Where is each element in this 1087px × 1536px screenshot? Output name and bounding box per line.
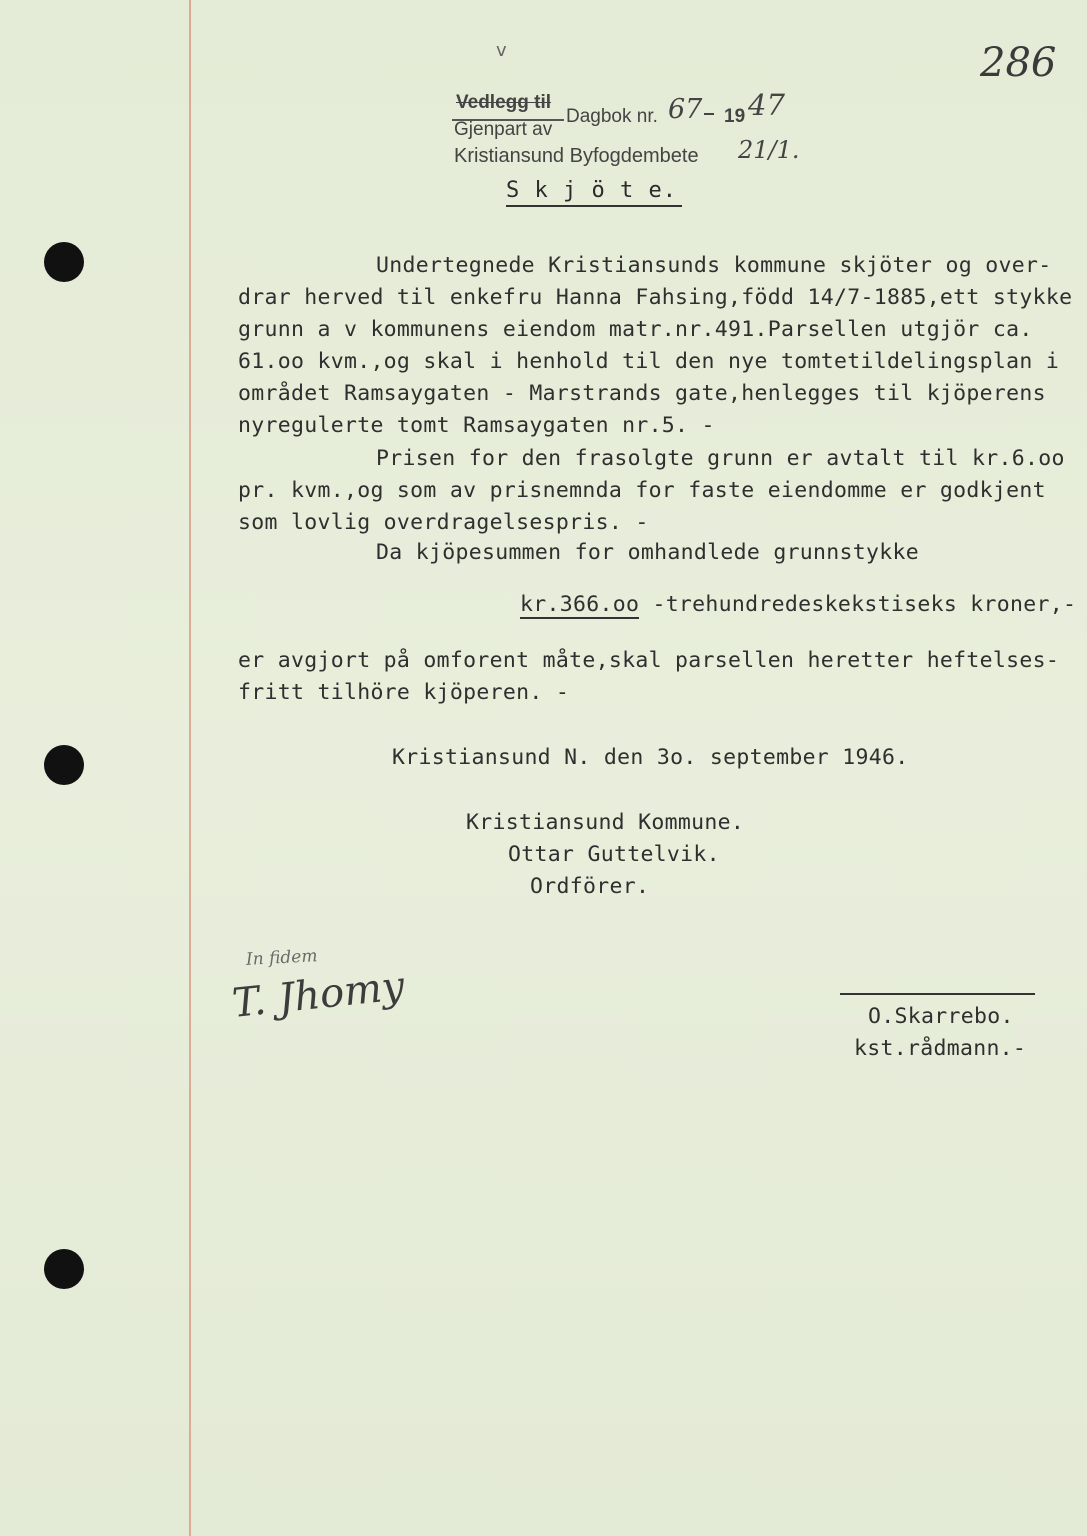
stamp-struck-label: Vedlegg til (456, 92, 552, 113)
signatory-org: Kristiansund Kommune. (466, 810, 745, 835)
margin-line (189, 0, 191, 1536)
witness-label: In fidem (245, 946, 318, 970)
stamp-dagbok-label: Dagbok nr. (566, 106, 658, 127)
stamp-copy-label: Gjenpart av (454, 119, 553, 140)
body-line: pr. kvm.,og som av prisnemnda for faste eiendomme er godkjent (238, 478, 1046, 503)
body-line: grunn a v kommunens eiendom matr.nr.491.Parsellen utgjör ca. (238, 317, 1033, 342)
signatory-name: Ottar Guttelvik. (508, 842, 720, 867)
stamp-dash (704, 113, 714, 115)
place-date: Kristiansund N. den 3o. september 1946. (392, 745, 909, 770)
witness-signature: T. Jhomy (230, 963, 407, 1027)
tick-mark: v (496, 40, 507, 61)
body-line: området Ramsaygaten - Marstrands gate,henlegges til kjöperens (238, 381, 1046, 406)
body-line: 61.oo kvm.,og skal i henhold til den nye tomtetildelingsplan i (238, 349, 1060, 374)
stamp-office-label: Kristiansund Byfogdembete (454, 145, 699, 167)
amount-figure: kr.366.oo (520, 592, 640, 617)
body-line: som lovlig overdragelsespris. - (238, 510, 649, 535)
page-number: 286 (980, 40, 1057, 86)
punch-hole-middle (44, 745, 84, 785)
body-line: Undertegnede Kristiansunds kommune skjöter og over- (376, 253, 1052, 278)
signatory-role: Ordförer. (530, 874, 650, 899)
punch-hole-top (44, 242, 84, 282)
amount-line (520, 592, 1076, 617)
counter-signatory-name: O.Skarrebo. (868, 1004, 1014, 1029)
counter-signatory-role: kst.rådmann.- (854, 1036, 1027, 1061)
stamp-year-suffix: 47 (748, 88, 785, 122)
stamp-date-fraction: 21/1. (738, 136, 800, 164)
body-line: fritt tilhöre kjöperen. - (238, 680, 570, 705)
stamp-dagbok-number: 67 (668, 94, 703, 125)
body-line: nyregulerte tomt Ramsaygaten nr.5. - (238, 413, 715, 438)
punch-hole-bottom (44, 1249, 84, 1289)
document-title: S k j ö t e. (506, 178, 682, 207)
body-line: Prisen for den frasolgte grunn er avtalt til kr.6.oo (376, 446, 1065, 471)
body-line: drar herved til enkefru Hanna Fahsing,född 14/7-1885,ett stykke (238, 285, 1073, 310)
body-line: Da kjöpesummen for omhandlede grunnstykke (376, 540, 920, 565)
stamp-year-prefix: 19 (724, 106, 746, 127)
body-line: er avgjort på omforent måte,skal parsellen heretter heftelses- (238, 648, 1060, 673)
amount-words: -trehundredeskekstiseks kroner,- (639, 592, 1077, 617)
signature-line (840, 993, 1035, 995)
